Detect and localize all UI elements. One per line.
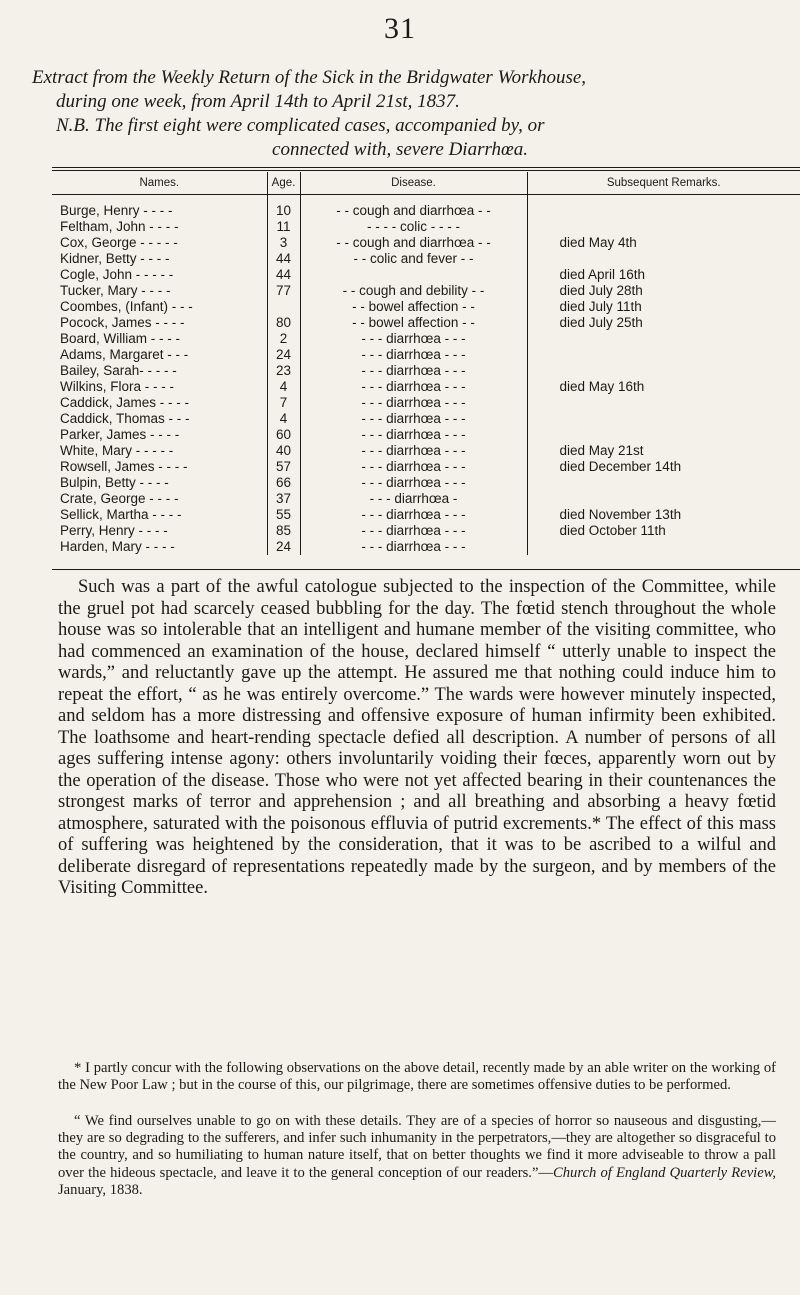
footnote: * I partly concur with the following observations on the above detail, recently made by an able writer on the working of the New Poor Law ; but in the course of this, our pilgrimage, there are sometimes offensive duties to be performed. [58,1060,776,1094]
patient-age-cell: 4 [267,411,300,427]
patient-disease-cell: - - cough and diarrhœa - - [300,235,527,251]
patient-disease-cell: - - cough and diarrhœa - - [300,195,527,220]
patient-disease-cell: - - - diarrhœa - - - [300,443,527,459]
patient-name-cell: Caddick, Thomas - - - [60,411,190,426]
column-header-remarks: Subsequent Remarks. [527,172,800,195]
patient-remark-cell: died May 16th [527,379,800,395]
table-top-rule-inner [52,170,800,171]
patient-name-cell: Sellick, Martha - - - - [60,507,182,522]
patient-remark-cell: died July 11th [527,299,800,315]
patient-age-cell: 2 [267,331,300,347]
column-header-age: Age. [267,172,300,195]
patient-remark-cell [527,251,800,267]
patient-disease-cell: - - cough and debility - - [300,283,527,299]
patient-name-cell: Adams, Margaret - - - [60,347,189,362]
patient-name-cell: Tucker, Mary - - - - [60,283,171,298]
patient-age-cell: 66 [267,475,300,491]
page-number: 31 [384,12,416,45]
patient-remark-cell: died October 11th [527,523,800,539]
patient-age-cell: 44 [267,251,300,267]
table-row [52,299,800,315]
patient-name-cell: Coombes, (Infant) - - - [60,299,193,314]
patient-disease-cell: - - - diarrhœa - - - [300,363,527,379]
table-row [52,443,800,459]
table-row [52,267,800,283]
patient-name-cell: Caddick, James - - - - [60,395,190,410]
extract-heading [32,66,768,162]
table-row [52,347,800,363]
column-header-disease: Disease. [300,172,527,195]
table-row [52,523,800,539]
patient-remark-cell [527,363,800,379]
table-row [52,411,800,427]
table-row [52,235,800,251]
heading-line-2: during one week, from April 14th to April 21st, 1837. [56,91,460,112]
patient-disease-cell: - - bowel affection - - [300,315,527,331]
patient-age-cell: 23 [267,363,300,379]
table-row [52,491,800,507]
patient-name-cell: Rowsell, James - - - - [60,459,188,474]
patient-age-cell: 57 [267,459,300,475]
patient-remark-cell: died April 16th [527,267,800,283]
patient-name-cell: Bailey, Sarah- - - - - [60,363,177,378]
patient-disease-cell: - - - diarrhœa - [300,491,527,507]
patient-name-cell: Burge, Henry - - - - [60,203,173,218]
patient-remark-cell [527,347,800,363]
heading-line-3: N.B. The first eight were complicated cases, accompanied by, or [56,115,545,136]
patient-name-cell: Crate, George - - - - [60,491,179,506]
patient-disease-cell: - - - diarrhœa - - - [300,347,527,363]
patient-remark-cell: died November 13th [527,507,800,523]
table-row [52,539,800,555]
patient-name-cell: Harden, Mary - - - - [60,539,175,554]
table-row [52,363,800,379]
sick-return-table [52,172,800,555]
patient-age-cell: 3 [267,235,300,251]
table-row [52,251,800,267]
table-top-rule [52,167,800,168]
patient-disease-cell: - - - diarrhœa - - - [300,475,527,491]
patient-remark-cell: died July 25th [527,315,800,331]
table-row [52,195,800,220]
patient-remark-cell [527,539,800,555]
patient-name-cell: Cox, George - - - - - [60,235,178,250]
heading-line-4: connected with, severe Diarrhœa. [272,139,528,160]
patient-name-cell: Wilkins, Flora - - - - [60,379,174,394]
patient-remark-cell [527,411,800,427]
patient-disease-cell: - - - diarrhœa - - - [300,459,527,475]
patient-age-cell: 44 [267,267,300,283]
patient-age-cell: 85 [267,523,300,539]
table-row [52,379,800,395]
patient-name-cell: Parker, James - - - - [60,427,180,442]
patient-age-cell: 37 [267,491,300,507]
patient-disease-cell: - - - diarrhœa - - - [300,523,527,539]
patient-age-cell: 40 [267,443,300,459]
patient-remark-cell: died May 21st [527,443,800,459]
patient-remark-cell [527,395,800,411]
patient-disease-cell [300,267,527,283]
patient-age-cell: 80 [267,315,300,331]
footnote-source: Church of England Quarterly Review, [553,1164,776,1181]
table-bottom-rule [52,569,800,570]
patient-remark-cell: died July 28th [527,283,800,299]
table-row [52,459,800,475]
patient-disease-cell: - - - diarrhœa - - - [300,539,527,555]
table-row [52,283,800,299]
table-row [52,219,800,235]
patient-disease-cell: - - - diarrhœa - - - [300,427,527,443]
patient-age-cell: 77 [267,283,300,299]
patient-name-cell: Feltham, John - - - - [60,219,179,234]
column-header-names: Names. [52,172,267,195]
patient-remark-cell [527,331,800,347]
table-row [52,427,800,443]
patient-remark-cell [527,195,800,220]
patient-age-cell: 24 [267,539,300,555]
footnote-date: January, 1838. [58,1181,143,1198]
patient-age-cell: 7 [267,395,300,411]
patient-name-cell: Board, William - - - - [60,331,181,346]
patient-age-cell: 11 [267,219,300,235]
patient-remark-cell [527,219,800,235]
heading-line-1: Extract from the Weekly Return of the Sick in the Bridgwater Workhouse, [32,67,587,88]
patient-name-cell: Perry, Henry - - - - [60,523,168,538]
patient-remark-cell [527,491,800,507]
quoted-footnote [58,1113,776,1199]
patient-name-cell: White, Mary - - - - - [60,443,174,458]
patient-disease-cell: - - colic and fever - - [300,251,527,267]
patient-disease-cell: - - - diarrhœa - - - [300,507,527,523]
patient-age-cell: 4 [267,379,300,395]
body-paragraph: Such was a part of the awful catologue subjected to the inspection of the Committee, while the gruel pot had scarcely ceased bubbling for the day. The fœtid stench throughout the whole house was so intolerable that an intelligent and humane member of the visiting committee, who had commenced an examination of the house, declared himself “ utterly unable to inspect the wards,” and reluctantly gave up the attempt. He assured me that nothing could induce him to repeat the effort, “ as he was entirely overcome.” The wards were however minutely inspected, and seldom has a more distressing and offensive exposure of human infirmity been exhibited. The loathsome and heart-rending spectacle defied all description. A number of persons of all ages suffering intense agony: others involuntarily voiding their fœces, apparently worn out by the operation of the disease. Those who were not yet affected bearing in their countenances the strongest marks of terror and apprehension ; and all breathing and absorbing a heavy fœtid atmosphere, saturated with the poisonous effluvia of putrid excrements.* The effect of this mass of suffering was heightened by the consideration, that it was to be ascribed to a wilful and deliberate disregard of representations repeatedly made by the surgeon, and by members of the Visiting Committee. [58,577,776,898]
patient-disease-cell: - - - - colic - - - - [300,219,527,235]
patient-age-cell: 24 [267,347,300,363]
table-row [52,331,800,347]
patient-disease-cell: - - bowel affection - - [300,299,527,315]
patient-remark-cell [527,475,800,491]
patient-name-cell: Cogle, John - - - - - [60,267,174,282]
table-body [52,195,800,556]
patient-name-cell: Kidner, Betty - - - - [60,251,170,266]
patient-age-cell: 10 [267,195,300,220]
patient-remark-cell: died May 4th [527,235,800,251]
patient-remark-cell [527,427,800,443]
patient-disease-cell: - - - diarrhœa - - - [300,395,527,411]
patient-age-cell: 60 [267,427,300,443]
patient-age-cell: 55 [267,507,300,523]
footnote-quote: “ We find ourselves unable to go on with these details. They are of a species of horror so nauseous and disgusting,—they are so degrading to the sufferers, and infer such inhumanity in the perpetrators,—they are altogether so disgraceful to the country, and so humiliating to human nature itself, that on better thoughts we find it more adviseable to throw a pall over the hideous spectacle, and leave it to the general conception of our readers.”— [58,1113,776,1181]
patient-name-cell: Pocock, James - - - - [60,315,185,330]
table-row [52,475,800,491]
table-row [52,507,800,523]
patient-name-cell: Bulpin, Betty - - - - [60,475,169,490]
table-row [52,315,800,331]
patient-disease-cell: - - - diarrhœa - - - [300,379,527,395]
table-row [52,395,800,411]
patient-remark-cell: died December 14th [527,459,800,475]
patient-disease-cell: - - - diarrhœa - - - [300,411,527,427]
patient-disease-cell: - - - diarrhœa - - - [300,331,527,347]
patient-age-cell [267,299,300,315]
table-header-row [52,172,800,195]
